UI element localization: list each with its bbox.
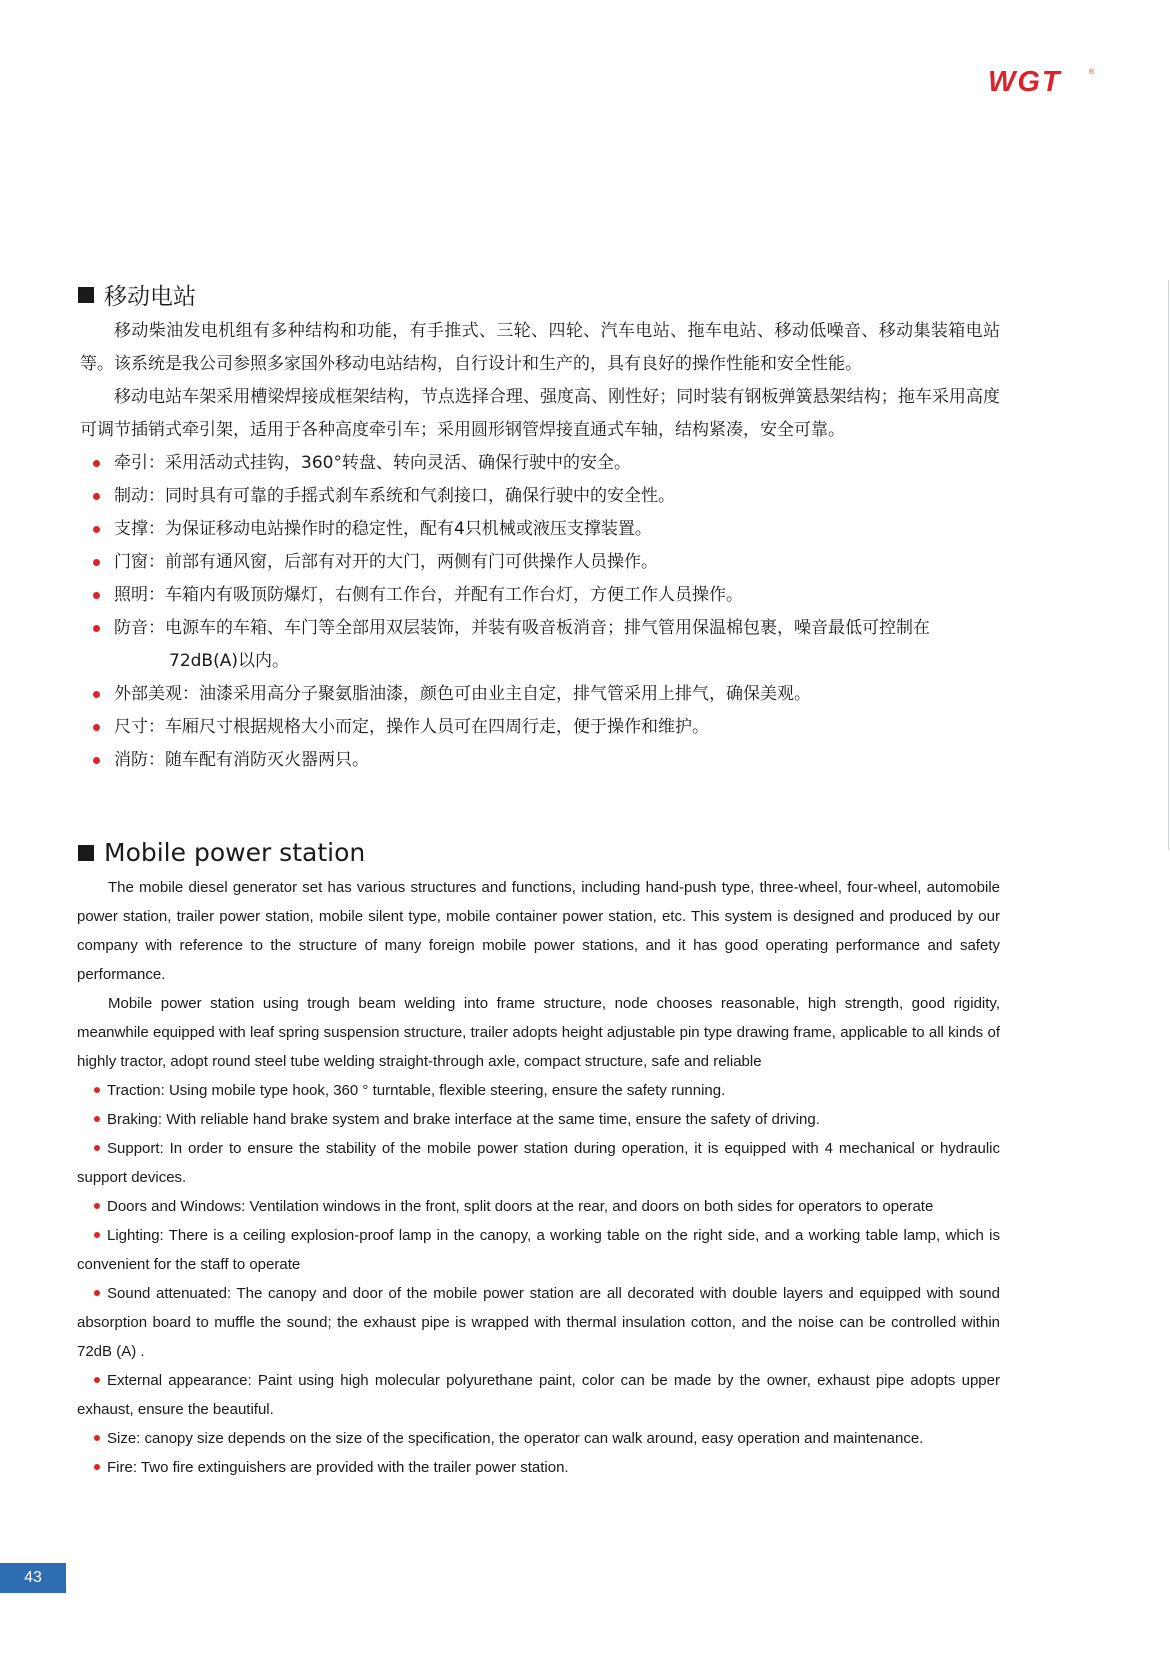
list-item	[80, 678, 1000, 711]
registered-mark: ®	[1089, 69, 1095, 76]
list-item	[77, 1424, 1000, 1453]
bullet-dot-icon	[93, 691, 100, 698]
bullet-dot-icon	[94, 1377, 100, 1383]
en-body	[77, 873, 1000, 1482]
list-item-text: 牵引：采用活动式挂钩，360°转盘、转向灵活、确保行驶中的安全。	[114, 453, 631, 473]
list-item	[77, 1221, 1000, 1279]
list-item	[80, 612, 1000, 678]
list-item-text: Doors and Windows: Ventilation windows in the front, split doors at the rear, and doors on both sides for operators to operate	[107, 1198, 934, 1215]
en-paragraph-1: The mobile diesel generator set has various structures and functions, including hand-push type, three-wheel, four-wheel, automobile power station, trailer power station, mobile silent type, mobile container power station, etc. This system is designed and produced by our company with reference to the structure of many foreign mobile power stations, and it has good operating performance and safety performance.	[77, 879, 1000, 983]
list-item-text: External appearance: Paint using high molecular polyurethane paint, color can be made by the owner, exhaust pipe adopts upper exhaust, ensure the beautiful.	[77, 1372, 1000, 1418]
logo-text: WGT	[988, 67, 1062, 95]
list-item-text: Fire: Two fire extinguishers are provided with the trailer power station.	[107, 1459, 569, 1476]
list-item-text: 外部美观：油漆采用高分子聚氨脂油漆，颜色可由业主自定，排气管采用上排气，确保美观。	[114, 684, 811, 704]
bullet-dot-icon	[93, 460, 100, 467]
list-item	[77, 1076, 1000, 1105]
zh-paragraph-1: 移动柴油发电机组有多种结构和功能，有手推式、三轮、四轮、汽车电站、拖车电站、移动低噪音、移动集装箱电站等。该系统是我公司参照多家国外移动电站结构，自行设计和生产的，具有良好的操作性能和安全性能。	[80, 321, 1000, 374]
bullet-dot-icon	[93, 724, 100, 731]
list-item	[77, 1134, 1000, 1192]
list-item-text: Support: In order to ensure the stability of the mobile power station during operation, it is equipped with 4 mechanical or hydraulic support devices.	[77, 1140, 1000, 1186]
list-item-text: 消防：随车配有消防灭火器两只。	[114, 750, 369, 770]
list-item	[80, 579, 1000, 612]
list-item-text: Lighting: There is a ceiling explosion-proof lamp in the canopy, a working table on the right side, and a working table lamp, which is convenient for the staff to operate	[77, 1227, 1000, 1273]
list-item	[80, 447, 1000, 480]
list-item-text: 支撑：为保证移动电站操作时的稳定性，配有4只机械或液压支撑装置。	[114, 519, 652, 539]
list-item	[80, 546, 1000, 579]
en-heading-text: Mobile power station	[104, 838, 366, 867]
wgt-logo	[988, 67, 1098, 95]
bullet-dot-icon	[94, 1116, 100, 1122]
list-item	[80, 744, 1000, 777]
bullet-dot-icon	[94, 1464, 100, 1470]
en-paragraph-2: Mobile power station using trough beam welding into frame structure, node chooses reasonable, high strength, good rigidity, meanwhile equipped with leaf spring suspension structure, trailer adopts height adjustable pin type drawing frame, applicable to all kinds of highly tractor, adopt round steel tube welding straight-through axle, compact structure, safe and reliable	[77, 995, 1000, 1070]
bullet-dot-icon	[93, 625, 100, 632]
list-item-text: 照明：车箱内有吸顶防爆灯，右侧有工作台，并配有工作台灯，方便工作人员操作。	[114, 585, 743, 605]
list-item	[77, 1366, 1000, 1424]
list-item	[80, 480, 1000, 513]
bullet-dot-icon	[94, 1435, 100, 1441]
zh-feature-list	[80, 447, 1000, 777]
bullet-dot-icon	[93, 493, 100, 500]
bullet-dot-icon	[93, 592, 100, 599]
list-item-text: Sound attenuated: The canopy and door of the mobile power station are all decorated with double layers and equipped with sound absorption board to muffle the sound; the exhaust pipe is wrapped with thermal insulation cotton, and the noise can be controlled within 72dB (A) .	[77, 1285, 1000, 1360]
page-number: 43	[0, 1563, 66, 1593]
list-item	[80, 513, 1000, 546]
list-item-text: 尺寸：车厢尺寸根据规格大小而定，操作人员可在四周行走，便于操作和维护。	[114, 717, 709, 737]
list-item	[77, 1105, 1000, 1134]
zh-heading-text: 移动电站	[104, 284, 196, 310]
page-edge-line	[1168, 280, 1169, 850]
bullet-dot-icon	[94, 1203, 100, 1209]
bullet-dot-icon	[93, 757, 100, 764]
list-item-text: Traction: Using mobile type hook, 360 ° turntable, flexible steering, ensure the safety running.	[107, 1082, 726, 1099]
bullet-dot-icon	[94, 1232, 100, 1238]
zh-section-heading	[78, 278, 196, 311]
bullet-dot-icon	[94, 1290, 100, 1296]
list-item-text: 制动：同时具有可靠的手摇式刹车系统和气刹接口，确保行驶中的安全性。	[114, 486, 675, 506]
list-item	[77, 1453, 1000, 1482]
list-item-text: Size: canopy size depends on the size of the specification, the operator can walk around, easy operation and maintenance.	[107, 1430, 924, 1447]
bullet-dot-icon	[93, 526, 100, 533]
heading-square-icon	[78, 287, 94, 303]
list-item-text: 门窗：前部有通风窗，后部有对开的大门，两侧有门可供操作人员操作。	[114, 552, 658, 572]
bullet-dot-icon	[93, 559, 100, 566]
heading-square-icon	[78, 845, 94, 861]
list-item-text: Braking: With reliable hand brake system and brake interface at the same time, ensure the safety of driving.	[107, 1111, 820, 1128]
list-item	[77, 1192, 1000, 1221]
list-item-text: 防音：电源车的车箱、车门等全部用双层装饰，并装有吸音板消音；排气管用保温棉包裹，噪音最低可控制在	[114, 618, 930, 638]
bullet-dot-icon	[94, 1145, 100, 1151]
list-item	[77, 1279, 1000, 1366]
list-item	[80, 711, 1000, 744]
en-section-heading	[78, 838, 365, 867]
zh-body	[80, 315, 1000, 777]
zh-paragraph-2: 移动电站车架采用槽梁焊接成框架结构，节点选择合理、强度高、刚性好；同时装有钢板弹簧悬架结构；拖车采用高度可调节插销式牵引架，适用于各种高度牵引车；采用圆形钢管焊接直通式车轴，结构紧凑，安全可靠。	[80, 387, 1000, 440]
bullet-dot-icon	[94, 1087, 100, 1093]
list-item-continuation: 72dB(A)以内。	[169, 651, 289, 671]
